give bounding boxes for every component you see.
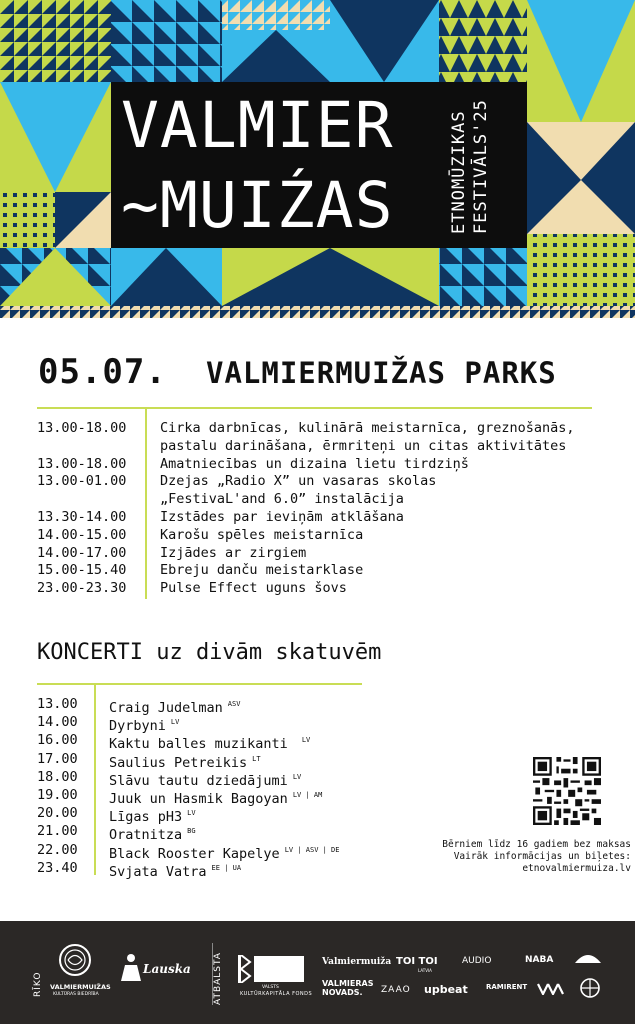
- concert-row: [37, 768, 417, 789]
- sponsor-footer: [0, 921, 635, 1024]
- vkkf-line2: KULTŪRKAPITĀLA FONDS: [240, 991, 313, 997]
- schedule-time: 23.00-23.30: [37, 580, 127, 597]
- valmieras-novads-line2: NOVADS.: [322, 988, 363, 997]
- schedule-activity: Dzejas „Radio X” un vasaras skolas: [160, 473, 437, 490]
- concert-time: 14.00: [37, 714, 78, 731]
- concert-row: [37, 786, 417, 807]
- concert-time: 23.40: [37, 859, 78, 876]
- concert-time: 20.00: [37, 805, 78, 822]
- audio-logo: AUDIO: [462, 956, 492, 966]
- lauska-logo-text: Lauska: [143, 962, 191, 976]
- festival-banner: [0, 0, 635, 318]
- activity-schedule: [37, 420, 617, 598]
- concert-artist: Black Rooster Kapelye: [109, 845, 280, 862]
- organizer-label: RĪKO: [33, 971, 43, 997]
- schedule-row: [37, 456, 617, 474]
- concert-origin: LV | ASV | DE: [284, 845, 340, 854]
- valmieras-novads-line1: VALMIERAS: [322, 979, 374, 988]
- schedule-activity: Amatniecības un dizaina lietu tirdziņš: [160, 455, 469, 472]
- valmiermuiza-society-name: VALMIERMUIŽAS: [50, 983, 111, 991]
- naba-logo: NABA: [525, 955, 554, 965]
- concert-origin: LT: [252, 754, 261, 763]
- concert-artist: Svjata Vatra: [109, 863, 207, 880]
- event-date: 05.07.: [38, 352, 167, 392]
- qr-code[interactable]: [533, 757, 601, 825]
- festival-subtitle-line2: FESTIVĀLS'25: [471, 99, 491, 234]
- concert-origin: LV: [292, 772, 302, 781]
- supporter-label: ATBALSTA: [213, 952, 223, 1005]
- schedule-row: [37, 491, 617, 509]
- concert-artist: Kaktu balles muzikanti: [109, 736, 288, 753]
- schedule-activity: Izjādes ar zirgiem: [160, 544, 307, 561]
- concert-time: 22.00: [37, 841, 78, 858]
- schedule-time: 13.30-14.00: [37, 508, 127, 525]
- valmiermuiza-society-logo-icon: [58, 943, 92, 977]
- valmiermuiza-society-sub: KULTŪRAS BIEDRĪBA: [53, 992, 99, 997]
- zaao-logo: ZAAO: [381, 985, 411, 995]
- concert-row: [37, 750, 417, 771]
- concert-origin: EE | UA: [211, 863, 242, 872]
- concert-artist: Dyrbyni: [109, 718, 166, 735]
- schedule-activity: pastalu darināšana, ērmriteņi un citas aktivitātes: [160, 437, 567, 454]
- upbeat-logo: upbeat: [424, 983, 468, 996]
- schedule-activity: Karošu spēles meistarnīca: [160, 526, 364, 543]
- festival-title-line1: VALMIER: [121, 89, 394, 162]
- concert-origin: LV | AM: [292, 790, 323, 799]
- ticket-info: [391, 839, 631, 875]
- concert-time: 21.00: [37, 823, 78, 840]
- vkkf-line1: VALSTS: [262, 985, 279, 990]
- concert-artist: Juuk un Hasmik Bagoyan: [109, 790, 288, 807]
- schedule-time: 14.00-15.00: [37, 526, 127, 543]
- free-entry-note: Bērniem līdz 16 gadiem bez maksas: [442, 839, 631, 850]
- concert-row: [37, 695, 417, 716]
- schedule-time: 13.00-18.00: [37, 455, 127, 472]
- schedule-row: [37, 562, 617, 580]
- ramirent-logo: RAMIRENT: [486, 983, 528, 991]
- concert-time: 13.00: [37, 696, 78, 712]
- schedule-activity: Izstādes par ieviņām atklāšana: [160, 508, 404, 525]
- concert-artist: Oratnitza: [109, 827, 183, 844]
- schedule-row: [37, 438, 617, 456]
- concert-time: 17.00: [37, 750, 78, 767]
- concert-time: 16.00: [37, 732, 78, 749]
- concert-row: [37, 731, 417, 753]
- concert-artist: Saulius Petreikis: [109, 754, 248, 771]
- website-link[interactable]: etnovalmiermuiza.lv: [522, 863, 631, 874]
- toitoi-sub: LATVIA: [418, 968, 432, 973]
- concert-list: [37, 695, 417, 880]
- umbrella-logo-icon: [574, 951, 602, 967]
- schedule-row: [37, 527, 617, 545]
- concert-origin: LV: [187, 809, 196, 818]
- valmieras-novads-logo: [322, 979, 373, 997]
- concert-artist: Slāvu tautu dziedājumi: [109, 772, 288, 789]
- valmiermuiza-brewery-logo: Valmiermuiža: [322, 957, 392, 967]
- concert-artist: Craig Judelman: [109, 700, 223, 716]
- schedule-time: 13.00-01.00: [37, 473, 127, 490]
- schedule-row: [37, 473, 617, 491]
- schedule-time: 13.00-18.00: [37, 420, 127, 436]
- schedule-activity: „FestivaL'and 6.0” instalācija: [160, 491, 404, 508]
- schedule-row: [37, 509, 617, 527]
- festival-subtitle-box: [439, 82, 527, 248]
- concert-row: [37, 841, 417, 862]
- festival-title-box: [111, 82, 439, 248]
- schedule-row: [37, 545, 617, 563]
- concert-time: 18.00: [37, 768, 78, 785]
- concert-origin: BG: [187, 827, 196, 836]
- globe-logo-icon: [578, 977, 602, 999]
- concert-row: [37, 804, 417, 826]
- schedule-activity: Cirka darbnīcas, kulinārā meistarnīca, greznošanās,: [160, 420, 575, 436]
- festival-title-line2: ~MUIŹAS: [121, 169, 394, 242]
- schedule-time: 15.00-15.40: [37, 562, 127, 579]
- lauska-figure-icon: [117, 953, 143, 983]
- schedule-row: [37, 420, 617, 438]
- divider: [37, 683, 362, 685]
- concert-origin: LV: [170, 718, 180, 727]
- toitoi-logo: TOI TOI: [396, 956, 438, 967]
- divider: [37, 407, 592, 409]
- schedule-time: 14.00-17.00: [37, 544, 127, 561]
- brand-mark-icon: [537, 983, 567, 995]
- schedule-row: [37, 580, 617, 598]
- schedule-activity: Ebreju danču meistarklase: [160, 562, 364, 579]
- schedule-activity: Pulse Effect uguns šovs: [160, 580, 347, 597]
- concert-row: [37, 822, 417, 844]
- more-info-note: Vairāk informācijas un biļetes:: [453, 851, 631, 862]
- concert-time: 19.00: [37, 786, 78, 803]
- concert-row: [37, 713, 417, 735]
- festival-subtitle-line1: ETNOMŪZIKAS: [449, 110, 469, 234]
- event-venue: VALMIERMUIŽAS PARKS: [206, 356, 557, 390]
- event-header: [38, 352, 598, 396]
- concerts-heading: KONCERTI uz divām skatuvēm: [37, 640, 382, 665]
- concert-origin: ASV: [227, 700, 241, 708]
- vkkf-logo-icon: [238, 955, 304, 983]
- concert-origin: LV: [301, 736, 311, 745]
- concert-artist: Līgas pH3: [109, 809, 183, 826]
- concert-row: [37, 859, 417, 880]
